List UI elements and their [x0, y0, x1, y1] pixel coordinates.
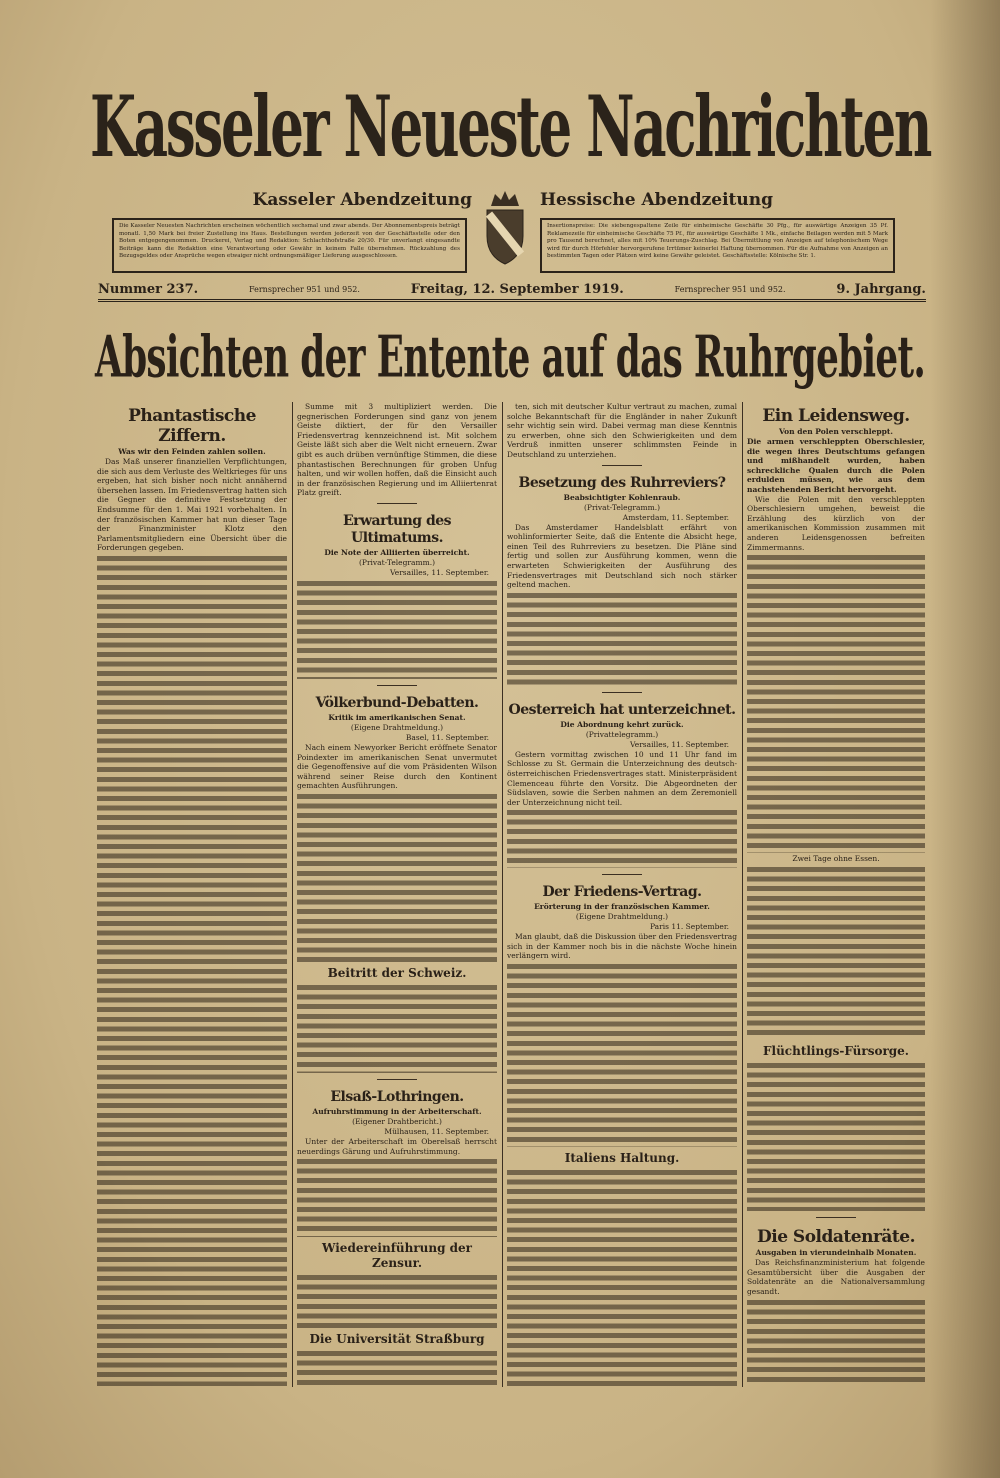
article-subtitle: Wiedereinführung der Zensur. [321, 1241, 473, 1271]
masthead-title: Kasseler Neueste Nachrichten [90, 76, 931, 177]
volume: 9. Jahrgang. [836, 282, 926, 297]
column-4 [747, 402, 925, 1387]
page-shadow [930, 0, 1000, 1478]
article-subtitle: Beitritt der Schweiz. [327, 965, 467, 980]
article-deck: Beabsichtigter Kohlenraub. [563, 492, 681, 502]
article-title: Ein Leidensweg. [762, 406, 910, 426]
article-source: (Eigener Drahtbericht.) [352, 1116, 442, 1126]
body-text-lines [507, 962, 737, 1147]
article-deck: Die Abordnung kehrt zurück. [560, 719, 684, 729]
column-1 [97, 402, 287, 1387]
masthead-subtitle-right: Hessische Abendzeitung [540, 190, 774, 210]
article-body: Das Maß unserer finanziellen Verpflichtungen, die sich aus dem Verluste des Weltkrieges für uns ergeben, hat sich bisher noch nicht annähernd übersehen lassen. Im Friedensvertrag hatten sich die Gegner die definitive Festsetzung der Endsumme für den 1. Mai 1921 vorbehalten. In der französischen Kammer hat nun dieser Tage der Finanzminister Klotz den Parlamentsmitgliedern eine Übersicht über die Forderungen gegeben. [97, 457, 287, 553]
body-text-lines [747, 865, 925, 1040]
body-text-lines [297, 1273, 497, 1328]
article-deck: Kritik im amerikanischen Senat. [328, 712, 466, 722]
body-text-lines [747, 1061, 925, 1211]
masthead [90, 76, 931, 177]
phone-right: Fernsprecher 951 und 952. [674, 285, 786, 294]
body-text-lines [297, 579, 497, 679]
article-subhead: Zwei Tage ohne Essen. [792, 854, 880, 864]
article-body: Man glaubt, daß die Diskussion über den Friedensvertrag sich in der Kammer noch bis in die nächste Woche hinein verlängern wird. [507, 932, 737, 961]
article-body: Gestern vormittag zwischen 10 und 11 Uhr fand im Schlosse zu St. Germain die Unterzeichnung des deutsch-österreichischen Friedensvertrages statt. Ministerpräsident Clemenceau führte den Vorsitz. Die Abgeordneten der Südslaven, sowie die Serben nahmen an dem Zeremoniell der Unterzeichnung nicht teil. [507, 749, 737, 807]
article-title: Erwartung des Ultimatums. [342, 512, 452, 546]
article-title: Der Friedens-Vertrag. [542, 884, 702, 901]
article-lead: Die armen verschleppten Oberschlesier, die wegen ihres Deutschtums gefangen und mißhandelt wurden, haben schreckliche Qualen durch die Polen erdulden müssen, wie aus dem nachstehenden Bericht hervorgeht. [747, 437, 925, 494]
column-2 [297, 402, 497, 1387]
body-text-lines [297, 1349, 497, 1386]
article-title: Die Soldatenräte. [757, 1227, 915, 1248]
body-text-lines [297, 1157, 497, 1237]
column-rule [742, 402, 743, 1387]
separator [602, 692, 642, 693]
article-source: (Privattelegramm.) [585, 729, 659, 739]
article-source: (Privat-Telegramm.) [583, 502, 661, 512]
advertising-info-box: Insertionspreise: Die siebengespaltene Zeile für einheimische Geschäfte 30 Pfg., für auswärtige Anzeigen 35 Pf. Reklamezeile für einheimische Geschäfte 75 Pf., für auswärtige Geschäfte 1 Mk., einfache Beilagen werden mit 5 Mark pro Tausend berechnet, alles mit 10% Teuerungs-Zuschlag. Bei Übermittlung von Anzeigen auf telephonischem Wege wird für durch Hörfehler hervorgerufene Irrtümer keinerlei Haftung übernommen. Für die Aufnahme von Anzeigen an bestimmten Tagen oder Plätzen wird keine Gewähr geleistet. Geschäftsstelle: Kölnische Str. 1. [540, 218, 895, 273]
separator [377, 503, 417, 504]
article-dateline: Mülhausen, 11. September. [384, 1126, 489, 1136]
column-rule [502, 402, 503, 1387]
article-dateline: Paris 11. September. [649, 922, 729, 932]
article-body: Unter der Arbeiterschaft im Oberelsaß herrscht neuerdings Gärung und Aufruhrstimmung. [297, 1136, 497, 1156]
article-body: Das Amsterdamer Handelsblatt erfährt von wohlinformierter Seite, daß die Entente die Absicht hege, einen Teil des Ruhrreviers zu besetzen. Die Pläne sind fertig und sollen zur Ausführung kommen, wenn die erwarteten Schwierigkeiten der Ausführung des Friedensvertrages mit Deutschland sich noch stärker geltend machen. [507, 522, 737, 590]
main-headline: Absichten der Entente auf das Ruhrgebiet. [95, 323, 926, 391]
masthead-subtitle-left: Kasseler Abendzeitung [252, 190, 472, 210]
article-source: (Privat-Telegramm.) [358, 557, 436, 567]
article-deck: Erörterung in der französischen Kammer. [534, 902, 710, 912]
article-body: Das Reichsfinanzministerium hat folgende Gesamtübersicht über die Ausgaben der Soldatenräte an die Nationalversammlung gesandt. [747, 1258, 925, 1296]
body-text-lines [747, 1298, 925, 1387]
headline-container [95, 323, 926, 391]
column-3 [507, 402, 737, 1387]
article-subtitle: Die Universität Straßburg [309, 1332, 485, 1347]
separator [377, 685, 417, 686]
article-continuation: Summe mit 3 multipliziert werden. Die gegnerischen Forderungen sind ganz von jenem Geiste diktiert, der für den Versailler Friedensvertrag kennzeichnend ist. Mit solchem Geiste läßt sich aber die Welt nicht erneuern. Zwar gibt es auch drüben vernünftige Stimmen, die diese phantastischen Berechnungen für groben Unfug halten, und wir wollen hoffen, daß die Einsicht auch in der französischen Regierung und im Alliiertenrat Platz greift. [297, 402, 497, 498]
article-title: Elsaß-Lothringen. [330, 1088, 464, 1105]
article-body: Nach einem Newyorker Bericht eröffnete Senator Poindexter im amerikanischen Senat unvermutet die Gegenoffensive auf die vom Präsidenten Wilson während seiner Reise durch den Kontinent gemachten Ausführungen. [297, 742, 497, 791]
body-text-lines [747, 553, 925, 853]
body-text-lines [297, 792, 497, 962]
article-subtitle: Italiens Haltung. [564, 1151, 680, 1166]
article-title: Völkerbund-Debatten. [315, 694, 479, 711]
issue-date: Freitag, 12. September 1919. [410, 282, 624, 297]
dateline-bar [98, 280, 926, 302]
article-deck: Die Note der Alliierten überreicht. [324, 547, 470, 557]
article-dateline: Versailles, 11. September. [390, 567, 489, 577]
article-continuation: ten, sich mit deutscher Kultur vertraut zu machen, zumal solche Bekanntschaft für die Engländer in naher Zukunft sehr wichtig sein wird. Dabei vermag man diese Kenntnis zu erwerben, ohne sich den Schwierigkeiten und dem Verdruß inmitten unserer schlimmsten Feinde in Deutschland zu unterziehen. [507, 402, 737, 459]
separator [602, 874, 642, 875]
article-deck: Von den Polen verschleppt. [779, 427, 893, 436]
article-dateline: Basel, 11. September. [405, 732, 489, 742]
body-text-lines [297, 983, 497, 1073]
article-source: (Eigene Drahtmeldung.) [350, 722, 444, 732]
separator [602, 465, 642, 466]
article-subtitle: Flüchtlings-Fürsorge. [763, 1044, 909, 1059]
column-rule [292, 402, 293, 1387]
phone-left: Fernsprecher 951 und 952. [249, 285, 360, 294]
issue-number: Nummer 237. [98, 282, 199, 297]
article-deck: Ausgaben in vierundeinhalb Monaten. [755, 1248, 917, 1258]
coat-of-arms-icon [483, 188, 527, 266]
subscription-info-box: Die Kasseler Neuesten Nachrichten erscheinen wöchentlich sechsmal und zwar abends. Der Abonnementspreis beträgt monatl. 1,50 Mark bei freier Zustellung ins Haus. Bestellungen werden jederzeit von der Geschäftsstelle oder den Boten entgegengenommen. Druckerei, Verlag und Redaktion: Schlachthofstraße 20/30. Für unverlangt eingesandte Beiträge kann die Redaktion eine Verantwortung oder Gewähr in keinem Falle übernehmen. Rückzahlung des Bezugsgeldes oder Ansprüche wegen etwaiger nicht ordnungsmäßiger Lieferung ausgeschlossen. [112, 218, 467, 273]
article-title: Oesterreich hat unterzeichnet. [508, 701, 736, 718]
article-dateline: Versailles, 11. September. [630, 739, 729, 749]
article-source: (Eigene Drahtmeldung.) [575, 912, 669, 922]
body-text-lines [507, 1168, 737, 1386]
article-body: Wie die Polen mit den verschleppten Oberschlesiern umgehen, beweist die Erzählung des kürzlich von der amerikanischen Kommission zusammen mit anderen Leidensgenossen befreiten Zimmermanns. [747, 494, 925, 552]
article-dateline: Amsterdam, 11. September. [622, 512, 729, 522]
article-title: Besetzung des Ruhrreviers? [518, 474, 726, 491]
separator [377, 1079, 417, 1080]
separator [816, 1217, 856, 1218]
body-text-lines [97, 554, 287, 1386]
body-text-lines [507, 591, 737, 686]
article-deck: Aufruhrstimmung in der Arbeiterschaft. [312, 1106, 482, 1116]
article-deck: Was wir den Feinden zahlen sollen. [118, 447, 266, 456]
article-title: Phantastische Ziffern. [128, 406, 256, 446]
body-text-lines [507, 808, 737, 868]
